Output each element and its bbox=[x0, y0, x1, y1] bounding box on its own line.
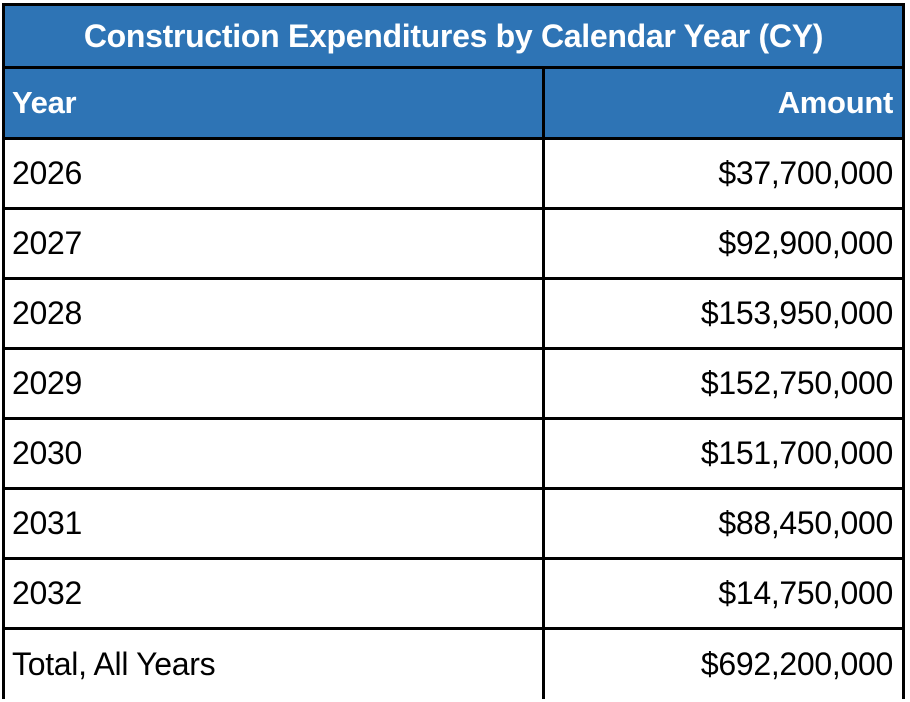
year-cell: 2026 bbox=[12, 155, 82, 191]
table-row bbox=[5, 560, 902, 630]
amount-cell: $152,750,000 bbox=[542, 350, 902, 417]
amount-cell: $14,750,000 bbox=[542, 560, 902, 627]
amount-cell: $151,700,000 bbox=[542, 420, 902, 487]
year-cell: 2030 bbox=[12, 435, 82, 471]
year-cell: 2028 bbox=[12, 295, 82, 331]
table-title: Construction Expenditures by Calendar Year (CY) bbox=[5, 6, 902, 69]
total-label: Total, All Years bbox=[12, 646, 216, 682]
year-cell: 2029 bbox=[12, 365, 82, 401]
year-cell: 2031 bbox=[12, 505, 82, 541]
table-row bbox=[5, 490, 902, 560]
column-header-amount: Amount bbox=[542, 69, 902, 137]
table-row bbox=[5, 420, 902, 490]
table-row bbox=[5, 350, 902, 420]
amount-cell: $88,450,000 bbox=[542, 490, 902, 557]
total-row bbox=[5, 630, 902, 699]
table-body bbox=[5, 140, 902, 630]
expenditures-table bbox=[2, 3, 905, 699]
table-row bbox=[5, 280, 902, 350]
amount-cell: $92,900,000 bbox=[542, 210, 902, 277]
year-cell: 2032 bbox=[12, 575, 82, 611]
total-amount: $692,200,000 bbox=[542, 630, 902, 699]
year-cell: 2027 bbox=[12, 225, 82, 261]
table-row bbox=[5, 140, 902, 210]
amount-cell: $37,700,000 bbox=[542, 140, 902, 207]
amount-cell: $153,950,000 bbox=[542, 280, 902, 347]
column-header-year: Year bbox=[12, 85, 77, 120]
header-row bbox=[5, 69, 902, 140]
table-row bbox=[5, 210, 902, 280]
